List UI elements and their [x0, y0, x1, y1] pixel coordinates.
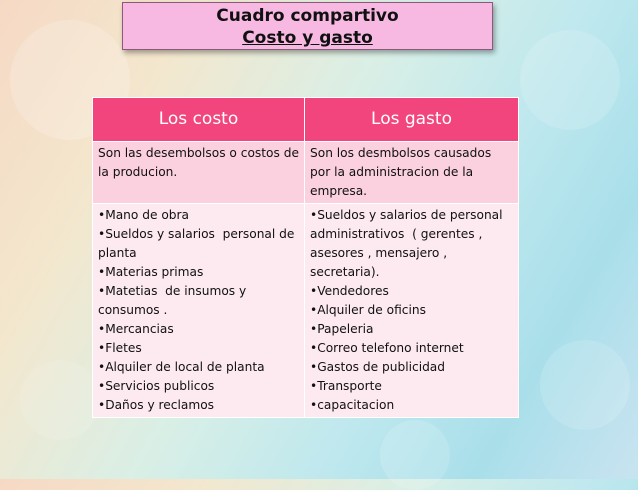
list-item: •Sueldos y salarios personal de planta	[98, 227, 299, 260]
list-item: •Correo telefono internet	[310, 341, 464, 355]
table-header-row	[93, 98, 519, 142]
list-item: •Servicios publicos	[98, 379, 215, 393]
title-line-2: Costo y gasto	[242, 28, 373, 48]
list-item: •Mercancias	[98, 322, 174, 336]
list-item: •Mano de obra	[98, 208, 190, 222]
list-item: •Vendedores	[310, 284, 389, 298]
list-item: •capacitacion	[310, 398, 395, 412]
list-item: •Materias primas	[98, 265, 204, 279]
list-item: •Fletes	[98, 341, 142, 355]
list-gasto	[305, 204, 519, 418]
definition-gasto: Son los desmbolsos causados por la administracion de la empresa.	[305, 142, 519, 204]
list-item: •Daños y reclamos	[98, 398, 215, 412]
definition-costo: Son las desembolsos o costos de la producion.	[93, 142, 305, 204]
header-costo: Los costo	[93, 98, 305, 142]
list-item: •Alquiler de oficins	[310, 303, 426, 317]
background-bokeh	[380, 420, 450, 490]
title-box	[122, 2, 493, 50]
list-costo	[93, 204, 305, 418]
list-item: •Matetias de insumos y consumos .	[98, 284, 251, 317]
comparison-table	[92, 97, 519, 418]
list-item: •Transporte	[310, 379, 382, 393]
table-row	[93, 204, 519, 418]
list-item: •Alquiler de local de planta	[98, 360, 265, 374]
title-line-1: Cuadro compartivo	[216, 6, 399, 26]
list-item: •Gastos de publicidad	[310, 360, 446, 374]
list-item: •Sueldos y salarios de personal administrativos ( gerentes , asesores , mensajero , secretaria).	[310, 208, 507, 279]
table-row	[93, 142, 519, 204]
header-gasto: Los gasto	[305, 98, 519, 142]
background-bokeh	[520, 30, 620, 130]
background-bokeh	[20, 360, 100, 440]
background-bokeh	[540, 340, 630, 430]
list-item: •Papeleria	[310, 322, 374, 336]
